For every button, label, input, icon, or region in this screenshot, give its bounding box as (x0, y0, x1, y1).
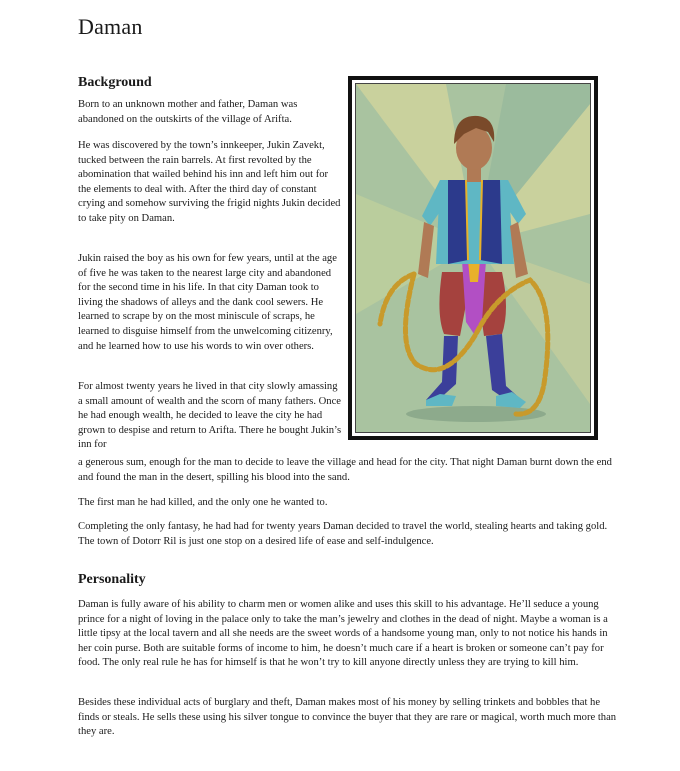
background-paragraph: The first man he had killed, and the only one he wanted to. (78, 497, 328, 508)
page-title: Daman (78, 14, 143, 39)
vest-left (448, 180, 468, 264)
background-paragraph: Jukin raised the boy as his own for few years, until at the age of five he was taken to the nearest large city and abandoned for the second time in his life. In that city Daman took to living the shadows of alleys and the dank cool sewers. He learned to scrape by on the most miniscule of scraps, he learned to disguise himself from the unwelcoming citizenry, and he learned how to use his words to win over others. (78, 253, 337, 352)
background-paragraph: Born to an unknown mother and father, Daman was abandoned on the outskirts of the village of Arifta. (78, 99, 298, 125)
character-portrait-frame (355, 83, 591, 433)
personality-heading: Personality (78, 572, 146, 587)
vest-right (480, 180, 502, 264)
background-paragraph: He was discovered by the town’s innkeeper, Jukin Zavekt, tucked between the rain barrels. At first revolted by the abomination that wailed behind his inn and left him out for the elements to deal with. After the third day of constant crying and somehow surviving the frigid nights Jukin decided to take pity on Daman. (78, 140, 341, 224)
character-portrait (348, 76, 598, 440)
shirt (436, 180, 514, 264)
background-paragraph: a generous sum, enough for the man to decide to leave the village and head for the city. That night Daman burnt down the end and found the man in the desert, spilling his blood into the sand. (78, 457, 612, 483)
background-paragraph: Completing the only fantasy, he had had for twenty years Daman decided to travel the world, stealing hearts and taking gold. The town of Dotorr Ril is just one stop on a desired life of ease and self-indulgence. (78, 521, 608, 547)
character-illustration (356, 84, 590, 432)
personality-paragraph: Besides these individual acts of burglary and theft, Daman makes most of his money by selling trinkets and bobbles that he finds or steals. He sells these using his silver tongue to convince the buyer that they are rare or magical, worth much more than they are. (78, 697, 617, 738)
personality-paragraph: Daman is fully aware of his ability to charm men or women alike and uses this skill to his advantage. He’ll seduce a young prince for a night of loving in the palace only to take the man’s jewelry and clothes in the dead of night. Maybe a woman is a little tipsy at the local tavern and all she needs are the sweet words of a handsome young man, only to not notice his hands in her coin purse. Both are suitable forms of income to him, he doesn’t much care if a heart is broken or someone can’t pay for food. The only real rule he has for himself is that he won’t try to kill anyone directly unless they are trying to kill him. (78, 599, 608, 669)
background-paragraph: For almost twenty years he lived in that city slowly amassing a small amount of wealth and the scorn of many fathers. Once he had enough wealth, he decided to leave the city he had grown to despise and return to Arifta. There he bought Jukin’s inn for (78, 381, 342, 451)
background-heading: Background (78, 75, 152, 90)
